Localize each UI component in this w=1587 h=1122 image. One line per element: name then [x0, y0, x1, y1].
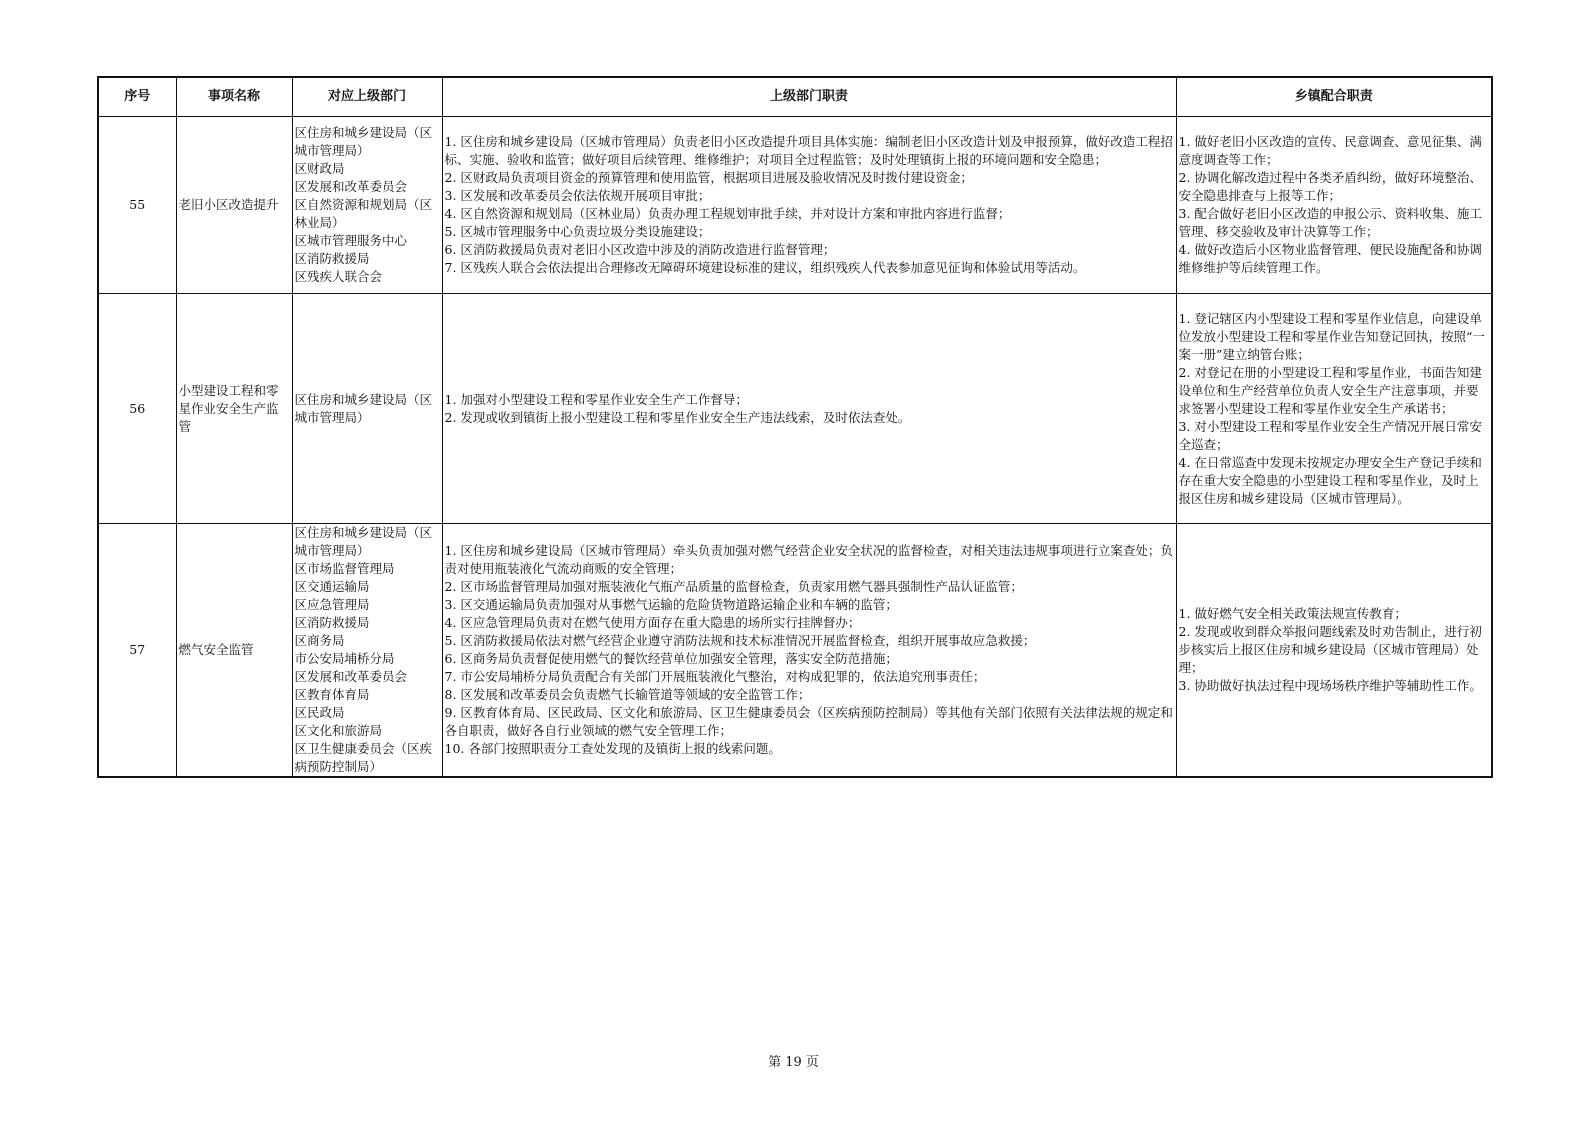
duty-line: 2. 区市场监督管理局加强对瓶装液化气瓶产品质量的监督检查，负责家用燃气器具强制性产品认证监管；: [444, 579, 1023, 594]
row-township-duties: [1176, 117, 1492, 294]
department-line: 区应急管理局: [294, 597, 370, 612]
header-seq: 序号: [98, 77, 176, 117]
row-township-duties: [1176, 294, 1492, 524]
department-line: 市公安局埔桥分局: [294, 651, 395, 666]
department-line: 区发展和改革委员会: [294, 179, 408, 194]
table-row: [98, 294, 1492, 524]
coop-line: 3. 对小型建设工程和零星作业安全生产情况开展日常安全巡查；: [1178, 418, 1482, 452]
duty-line: 6. 区商务局负责督促使用燃气的餐饮经营单位加强安全管理，落实安全防范措施；: [444, 651, 898, 666]
page-number: 第 19 页: [768, 1055, 819, 1070]
coop-line: 2. 对登记在册的小型建设工程和零星作业，书面告知建设单位和生产经营单位负责人安全生产注意事项，并要求签署小型建设工程和零星作业安全生产承诺书；: [1178, 364, 1482, 416]
duty-line: 1. 区住房和城乡建设局（区城市管理局）牵头负责加强对燃气经营企业安全状况的监督检查，对相关违法违规事项进行立案查处；负责对使用瓶装液化气流动商贩的安全管理；: [444, 543, 1173, 576]
department-line: 区卫生健康委员会（区疾病预防控制局）: [294, 741, 433, 774]
row-duties: [442, 117, 1176, 294]
coop-line: 1. 做好燃气安全相关政策法规宣传教育；: [1178, 606, 1407, 621]
table-header-row: [98, 77, 1492, 117]
header-duties: 上级部门职责: [442, 77, 1176, 117]
duty-line: 7. 区残疾人联合会依法提出合理修改无障碍环境建设标准的建议，组织残疾人代表参加意见征询和体验试用等活动。: [444, 260, 1086, 275]
duty-line: 5. 区消防救援局依法对燃气经营企业遵守消防法规和技术标准情况开展监督检查，组织开展事故应急救援；: [444, 633, 1036, 648]
row-item-name: 燃气安全监管: [176, 524, 292, 778]
department-line: 区文化和旅游局: [294, 723, 383, 738]
duty-line: 7. 市公安局埔桥分局负责配合有关部门开展瓶装液化气整治，对构成犯罪的，依法追究刑事责任；: [444, 669, 986, 684]
coop-line: 3. 协助做好执法过程中现场场秩序维护等辅助性工作。: [1178, 678, 1482, 693]
coop-line: 3. 配合做好老旧小区改造的申报公示、资料收集、施工管理、移交验收及审计决算等工作；: [1178, 206, 1482, 239]
row-seq: 55: [98, 117, 176, 294]
row-item-name: 小型建设工程和零星作业安全生产监管: [176, 294, 292, 524]
coop-line: 2. 发现或收到群众举报问题线索及时劝告制止，进行初步核实后上报区住房和城乡建设局（区城市管理局）处理；: [1178, 624, 1482, 675]
department-line: 区财政局: [294, 161, 345, 176]
row-item-name: 老旧小区改造提升: [176, 117, 292, 294]
table-row: [98, 117, 1492, 294]
row-departments: [292, 117, 442, 294]
department-line: 区发展和改革委员会: [294, 669, 408, 684]
duty-line: 5. 区城市管理服务中心负责垃圾分类设施建设；: [444, 224, 711, 239]
duty-line: 2. 发现或收到镇街上报小型建设工程和零星作业安全生产违法线索，及时依法查处。: [444, 409, 911, 425]
department-line: 区交通运输局: [294, 579, 370, 594]
department-line: 区自然资源和规划局（区林业局）: [294, 197, 433, 230]
department-line: 区住房和城乡建设局（区城市管理局）: [294, 525, 433, 558]
department-line: 区残疾人联合会: [294, 269, 383, 284]
row-duties: [442, 524, 1176, 778]
coop-line: 1. 做好老旧小区改造的宣传、民意调查、意见征集、满意度调查等工作；: [1178, 134, 1482, 167]
coop-line: 4. 在日常巡查中发现未按规定办理安全生产登记手续和存在重大安全隐患的小型建设工程和零星作业，及时上报区住房和城乡建设局（区城市管理局）。: [1178, 454, 1482, 506]
duty-line: 1. 加强对小型建设工程和零星作业安全生产工作督导；: [444, 391, 748, 407]
header-item-name: 事项名称: [176, 77, 292, 117]
duty-line: 4. 区应急管理局负责对在燃气使用方面存在重大隐患的场所实行挂牌督办；: [444, 615, 861, 630]
duty-line: 3. 区发展和改革委员会依法依规开展项目审批；: [444, 188, 711, 203]
duty-line: 10. 各部门按照职责分工查处发现的及镇街上报的线索问题。: [444, 741, 781, 756]
row-duties: [442, 294, 1176, 524]
responsibility-table: [97, 76, 1493, 778]
row-seq: 56: [98, 294, 176, 524]
coop-line: 2. 协调化解改造过程中各类矛盾纠纷，做好环境整治、安全隐患排查与上报等工作；: [1178, 170, 1482, 203]
department-line: 区城市管理服务中心: [294, 233, 408, 248]
row-seq: 57: [98, 524, 176, 778]
department-line: 区教育体育局: [294, 687, 370, 702]
department-line: 区市场监督管理局: [294, 561, 395, 576]
department-line: 区住房和城乡建设局（区城市管理局）: [294, 125, 433, 158]
header-department: 对应上级部门: [292, 77, 442, 117]
duty-line: 8. 区发展和改革委员会负责燃气长输管道等领域的安全监管工作；: [444, 687, 811, 702]
coop-line: 4. 做好改造后小区物业监督管理、便民设施配备和协调维修维护等后续管理工作。: [1178, 242, 1482, 275]
header-township-duties: 乡镇配合职责: [1176, 77, 1492, 117]
department-line: 区消防救援局: [294, 251, 370, 266]
row-departments: [292, 524, 442, 778]
row-departments: [292, 294, 442, 524]
duty-line: 6. 区消防救援局负责对老旧小区改造中涉及的消防改造进行监督管理；: [444, 242, 836, 257]
table-row: [98, 524, 1492, 778]
department-line: 区商务局: [294, 633, 345, 648]
duty-line: 9. 区教育体育局、区民政局、区文化和旅游局、区卫生健康委员会（区疾病预防控制局）等其他有关部门依照有关法律法规的规定和各自职责，做好各自行业领域的燃气安全管理工作；: [444, 705, 1173, 738]
department-line: 区民政局: [294, 705, 345, 720]
duty-line: 1. 区住房和城乡建设局（区城市管理局）负责老旧小区改造提升项目具体实施：编制老旧小区改造计划及申报预算，做好改造工程招标、实施、验收和监管；做好项目后续管理、维修维护；对项目全过程监管；及时处理镇街上报的环境问题和安全隐患；: [444, 134, 1173, 167]
department-line: 区消防救援局: [294, 615, 370, 630]
duty-line: 2. 区财政局负责项目资金的预算管理和使用监管，根据项目进展及验收情况及时拨付建设资金；: [444, 170, 973, 185]
coop-line: 1. 登记辖区内小型建设工程和零星作业信息，向建设单位发放小型建设工程和零星作业告知登记回执，按照“一案一册”建立纳管台账；: [1178, 310, 1485, 362]
row-township-duties: [1176, 524, 1492, 778]
department-line: 区住房和城乡建设局（区城市管理局）: [294, 391, 433, 425]
duty-line: 4. 区自然资源和规划局（区林业局）负责办理工程规划审批手续，并对设计方案和审批内容进行监督；: [444, 206, 1011, 221]
duty-line: 3. 区交通运输局负责加强对从事燃气运输的危险货物道路运输企业和车辆的监管；: [444, 597, 898, 612]
